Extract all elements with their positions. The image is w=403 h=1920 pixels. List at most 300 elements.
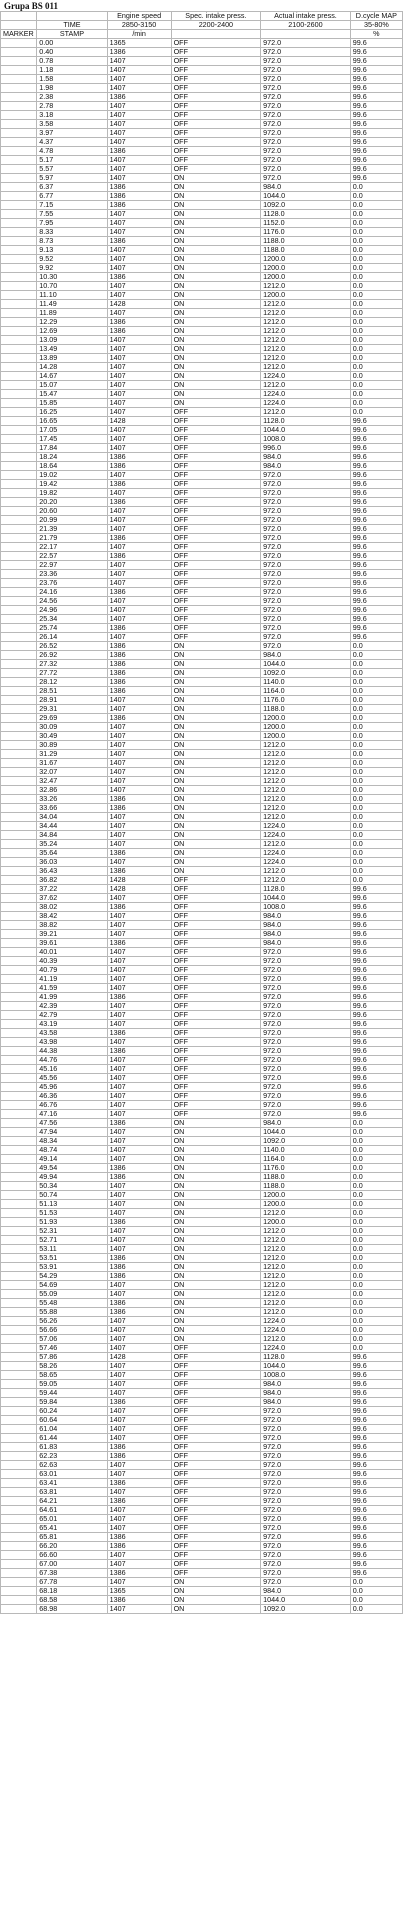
- table-row: [1, 192, 403, 201]
- table-row: [1, 651, 403, 660]
- time-stamp-cell: 64.21: [37, 1497, 107, 1506]
- time-stamp-cell: 60.64: [37, 1416, 107, 1425]
- dcycle-map-cell: 0.0: [350, 1200, 402, 1209]
- marker-cell: [1, 516, 37, 525]
- actual-intake-press-cell: 972.0: [261, 111, 351, 120]
- actual-intake-press-cell: 972.0: [261, 138, 351, 147]
- marker-cell: [1, 39, 37, 48]
- marker-cell: [1, 300, 37, 309]
- actual-intake-press-cell: 972.0: [261, 120, 351, 129]
- engine-speed-cell: 1407: [107, 723, 171, 732]
- engine-speed-cell: 1407: [107, 1470, 171, 1479]
- engine-speed-cell: 1407: [107, 957, 171, 966]
- spec-intake-press-cell: OFF: [171, 435, 261, 444]
- actual-intake-press-cell: 1212.0: [261, 1272, 351, 1281]
- dcycle-map-cell: 0.0: [350, 768, 402, 777]
- spec-intake-press-cell: OFF: [171, 480, 261, 489]
- spec-intake-press-cell: OFF: [171, 66, 261, 75]
- time-stamp-cell: 45.16: [37, 1065, 107, 1074]
- table-row: [1, 291, 403, 300]
- engine-speed-cell: 1386: [107, 201, 171, 210]
- dcycle-map-cell: 0.0: [350, 696, 402, 705]
- marker-cell: [1, 1173, 37, 1182]
- table-row: [1, 57, 403, 66]
- dcycle-map-cell: 99.6: [350, 1461, 402, 1470]
- time-stamp-cell: 34.44: [37, 822, 107, 831]
- engine-speed-cell: 1386: [107, 534, 171, 543]
- table-row: [1, 345, 403, 354]
- spec-intake-press-cell: OFF: [171, 1092, 261, 1101]
- spec-intake-press-cell: ON: [171, 219, 261, 228]
- dcycle-map-cell: 99.6: [350, 966, 402, 975]
- time-stamp-cell: 51.53: [37, 1209, 107, 1218]
- actual-intake-press-cell: 972.0: [261, 516, 351, 525]
- table-row: [1, 912, 403, 921]
- time-stamp-cell: 35.24: [37, 840, 107, 849]
- time-stamp-cell: 50.74: [37, 1191, 107, 1200]
- table-row: [1, 1263, 403, 1272]
- time-stamp-cell: 31.29: [37, 750, 107, 759]
- marker-cell: [1, 381, 37, 390]
- spec-intake-press-cell: ON: [171, 1299, 261, 1308]
- spec-intake-press-cell: OFF: [171, 138, 261, 147]
- marker-cell: [1, 210, 37, 219]
- dcycle-map-cell: 0.0: [350, 1308, 402, 1317]
- actual-intake-press-cell: 972.0: [261, 1542, 351, 1551]
- header-row-names: [1, 12, 403, 21]
- engine-speed-cell: 1386: [107, 687, 171, 696]
- time-stamp-cell: 30.49: [37, 732, 107, 741]
- time-stamp-cell: 56.66: [37, 1326, 107, 1335]
- marker-cell: [1, 48, 37, 57]
- marker-cell: [1, 1605, 37, 1614]
- engine-speed-cell: 1386: [107, 669, 171, 678]
- spec-intake-press-cell: OFF: [171, 1110, 261, 1119]
- spec-intake-press-cell: ON: [171, 1281, 261, 1290]
- spec-intake-press-cell: OFF: [171, 957, 261, 966]
- time-stamp-cell: 63.81: [37, 1488, 107, 1497]
- table-row: [1, 948, 403, 957]
- table-row: [1, 75, 403, 84]
- marker-cell: [1, 1074, 37, 1083]
- dcycle-map-cell: 99.6: [350, 84, 402, 93]
- engine-speed-cell: 1386: [107, 1164, 171, 1173]
- time-stamp-cell: 36.82: [37, 876, 107, 885]
- actual-intake-press-cell: 1044.0: [261, 1128, 351, 1137]
- actual-intake-press-cell: 1212.0: [261, 1254, 351, 1263]
- spec-intake-press-cell: ON: [171, 1272, 261, 1281]
- actual-intake-press-cell: 1200.0: [261, 714, 351, 723]
- engine-speed-cell: 1407: [107, 777, 171, 786]
- actual-intake-press-cell: 972.0: [261, 543, 351, 552]
- dcycle-map-cell: 99.6: [350, 480, 402, 489]
- actual-intake-press-cell: 1212.0: [261, 408, 351, 417]
- table-row: [1, 1389, 403, 1398]
- actual-intake-press-cell: 1212.0: [261, 795, 351, 804]
- table-row: [1, 66, 403, 75]
- marker-cell: [1, 948, 37, 957]
- dcycle-map-cell: 0.0: [350, 1218, 402, 1227]
- marker-cell: [1, 750, 37, 759]
- time-stamp-cell: 26.52: [37, 642, 107, 651]
- actual-intake-press-cell: 984.0: [261, 930, 351, 939]
- time-stamp-cell: 25.74: [37, 624, 107, 633]
- dcycle-map-cell: 99.6: [350, 156, 402, 165]
- actual-intake-press-cell: 972.0: [261, 156, 351, 165]
- dcycle-map-cell: 99.6: [350, 435, 402, 444]
- table-row: [1, 309, 403, 318]
- header-cell: 2850-3150: [107, 21, 171, 30]
- dcycle-map-cell: 99.6: [350, 1011, 402, 1020]
- table-row: [1, 102, 403, 111]
- table-row: [1, 1587, 403, 1596]
- actual-intake-press-cell: 972.0: [261, 498, 351, 507]
- time-stamp-cell: 49.54: [37, 1164, 107, 1173]
- actual-intake-press-cell: 1212.0: [261, 309, 351, 318]
- marker-cell: [1, 1389, 37, 1398]
- table-row: [1, 867, 403, 876]
- table-row: [1, 1110, 403, 1119]
- spec-intake-press-cell: OFF: [171, 156, 261, 165]
- marker-cell: [1, 93, 37, 102]
- engine-speed-cell: 1407: [107, 1416, 171, 1425]
- marker-cell: [1, 228, 37, 237]
- spec-intake-press-cell: ON: [171, 255, 261, 264]
- actual-intake-press-cell: 1212.0: [261, 300, 351, 309]
- time-stamp-cell: 0.40: [37, 48, 107, 57]
- table-row: [1, 363, 403, 372]
- actual-intake-press-cell: 972.0: [261, 570, 351, 579]
- marker-cell: [1, 687, 37, 696]
- engine-speed-cell: 1386: [107, 183, 171, 192]
- engine-speed-cell: 1386: [107, 1443, 171, 1452]
- actual-intake-press-cell: 1212.0: [261, 336, 351, 345]
- actual-intake-press-cell: 972.0: [261, 57, 351, 66]
- engine-speed-cell: 1407: [107, 921, 171, 930]
- time-stamp-cell: 32.07: [37, 768, 107, 777]
- marker-cell: [1, 462, 37, 471]
- spec-intake-press-cell: OFF: [171, 507, 261, 516]
- spec-intake-press-cell: OFF: [171, 75, 261, 84]
- dcycle-map-cell: 99.6: [350, 489, 402, 498]
- table-row: [1, 1308, 403, 1317]
- dcycle-map-cell: 99.6: [350, 516, 402, 525]
- spec-intake-press-cell: OFF: [171, 1560, 261, 1569]
- time-stamp-cell: 42.79: [37, 1011, 107, 1020]
- actual-intake-press-cell: 1212.0: [261, 759, 351, 768]
- time-stamp-cell: 47.16: [37, 1110, 107, 1119]
- marker-cell: [1, 795, 37, 804]
- table-row: [1, 498, 403, 507]
- engine-speed-cell: 1407: [107, 1506, 171, 1515]
- time-stamp-cell: 49.94: [37, 1173, 107, 1182]
- time-stamp-cell: 30.89: [37, 741, 107, 750]
- marker-cell: [1, 1506, 37, 1515]
- dcycle-map-cell: 99.6: [350, 165, 402, 174]
- engine-speed-cell: 1407: [107, 1101, 171, 1110]
- engine-speed-cell: 1386: [107, 1596, 171, 1605]
- marker-cell: [1, 1335, 37, 1344]
- time-stamp-cell: 51.13: [37, 1200, 107, 1209]
- engine-speed-cell: 1407: [107, 264, 171, 273]
- table-row: [1, 597, 403, 606]
- time-stamp-cell: 28.12: [37, 678, 107, 687]
- spec-intake-press-cell: ON: [171, 300, 261, 309]
- spec-intake-press-cell: OFF: [171, 165, 261, 174]
- spec-intake-press-cell: OFF: [171, 552, 261, 561]
- time-stamp-cell: 66.60: [37, 1551, 107, 1560]
- spec-intake-press-cell: OFF: [171, 1488, 261, 1497]
- table-row: [1, 750, 403, 759]
- table-row: [1, 1335, 403, 1344]
- time-stamp-cell: 23.36: [37, 570, 107, 579]
- time-stamp-cell: 35.64: [37, 849, 107, 858]
- time-stamp-cell: 63.01: [37, 1470, 107, 1479]
- marker-cell: [1, 885, 37, 894]
- engine-speed-cell: 1407: [107, 1317, 171, 1326]
- actual-intake-press-cell: 972.0: [261, 1083, 351, 1092]
- dcycle-map-cell: 99.6: [350, 984, 402, 993]
- engine-speed-cell: 1407: [107, 1461, 171, 1470]
- spec-intake-press-cell: OFF: [171, 444, 261, 453]
- marker-cell: [1, 129, 37, 138]
- actual-intake-press-cell: 972.0: [261, 1425, 351, 1434]
- time-stamp-cell: 27.32: [37, 660, 107, 669]
- actual-intake-press-cell: 1176.0: [261, 696, 351, 705]
- spec-intake-press-cell: ON: [171, 192, 261, 201]
- spec-intake-press-cell: ON: [171, 660, 261, 669]
- engine-speed-cell: 1407: [107, 210, 171, 219]
- engine-speed-cell: 1386: [107, 1308, 171, 1317]
- marker-cell: [1, 417, 37, 426]
- time-stamp-cell: 45.96: [37, 1083, 107, 1092]
- marker-cell: [1, 156, 37, 165]
- spec-intake-press-cell: ON: [171, 813, 261, 822]
- actual-intake-press-cell: 972.0: [261, 39, 351, 48]
- table-row: [1, 678, 403, 687]
- table-row: [1, 696, 403, 705]
- table-row: [1, 894, 403, 903]
- actual-intake-press-cell: 972.0: [261, 1569, 351, 1578]
- dcycle-map-cell: 0.0: [350, 408, 402, 417]
- actual-intake-press-cell: 1176.0: [261, 1164, 351, 1173]
- actual-intake-press-cell: 972.0: [261, 1488, 351, 1497]
- time-stamp-cell: 33.66: [37, 804, 107, 813]
- engine-speed-cell: 1407: [107, 57, 171, 66]
- dcycle-map-cell: 99.6: [350, 921, 402, 930]
- table-row: [1, 1137, 403, 1146]
- marker-cell: [1, 561, 37, 570]
- spec-intake-press-cell: ON: [171, 696, 261, 705]
- spec-intake-press-cell: OFF: [171, 471, 261, 480]
- engine-speed-cell: 1407: [107, 966, 171, 975]
- dcycle-map-cell: 0.0: [350, 399, 402, 408]
- engine-speed-cell: 1386: [107, 1254, 171, 1263]
- time-stamp-cell: 19.42: [37, 480, 107, 489]
- engine-speed-cell: 1386: [107, 462, 171, 471]
- spec-intake-press-cell: ON: [171, 318, 261, 327]
- spec-intake-press-cell: ON: [171, 786, 261, 795]
- time-stamp-cell: 7.95: [37, 219, 107, 228]
- actual-intake-press-cell: 972.0: [261, 1074, 351, 1083]
- table-row: [1, 876, 403, 885]
- time-stamp-cell: 62.63: [37, 1461, 107, 1470]
- time-stamp-cell: 7.15: [37, 201, 107, 210]
- engine-speed-cell: 1386: [107, 480, 171, 489]
- spec-intake-press-cell: ON: [171, 1290, 261, 1299]
- table-row: [1, 1416, 403, 1425]
- time-stamp-cell: 67.38: [37, 1569, 107, 1578]
- marker-cell: [1, 1164, 37, 1173]
- time-stamp-cell: 20.99: [37, 516, 107, 525]
- spec-intake-press-cell: ON: [171, 363, 261, 372]
- spec-intake-press-cell: OFF: [171, 894, 261, 903]
- engine-speed-cell: 1407: [107, 1038, 171, 1047]
- engine-speed-cell: 1407: [107, 165, 171, 174]
- actual-intake-press-cell: 1164.0: [261, 1155, 351, 1164]
- marker-cell: [1, 1065, 37, 1074]
- header-cell: [1, 21, 37, 30]
- actual-intake-press-cell: 972.0: [261, 1515, 351, 1524]
- table-row: [1, 1398, 403, 1407]
- table-row: [1, 1488, 403, 1497]
- marker-cell: [1, 1254, 37, 1263]
- time-stamp-cell: 32.86: [37, 786, 107, 795]
- spec-intake-press-cell: OFF: [171, 588, 261, 597]
- engine-speed-cell: 1407: [107, 984, 171, 993]
- actual-intake-press-cell: 1188.0: [261, 246, 351, 255]
- marker-cell: [1, 1290, 37, 1299]
- actual-intake-press-cell: 972.0: [261, 633, 351, 642]
- table-row: [1, 831, 403, 840]
- dcycle-map-cell: 99.6: [350, 543, 402, 552]
- time-stamp-cell: 11.89: [37, 309, 107, 318]
- dcycle-map-cell: 0.0: [350, 354, 402, 363]
- dcycle-map-cell: 0.0: [350, 651, 402, 660]
- dcycle-map-cell: 99.6: [350, 579, 402, 588]
- dcycle-map-cell: 99.6: [350, 912, 402, 921]
- dcycle-map-cell: 99.6: [350, 894, 402, 903]
- time-stamp-cell: 51.93: [37, 1218, 107, 1227]
- header-cell: 35-80%: [350, 21, 402, 30]
- marker-cell: [1, 732, 37, 741]
- time-stamp-cell: 58.65: [37, 1371, 107, 1380]
- marker-cell: [1, 1101, 37, 1110]
- spec-intake-press-cell: OFF: [171, 1425, 261, 1434]
- actual-intake-press-cell: 972.0: [261, 1497, 351, 1506]
- spec-intake-press-cell: ON: [171, 1317, 261, 1326]
- dcycle-map-cell: 0.0: [350, 1317, 402, 1326]
- actual-intake-press-cell: 1200.0: [261, 723, 351, 732]
- marker-cell: [1, 1002, 37, 1011]
- marker-cell: [1, 273, 37, 282]
- table-row: [1, 1101, 403, 1110]
- dcycle-map-cell: 99.6: [350, 471, 402, 480]
- engine-speed-cell: 1407: [107, 1227, 171, 1236]
- marker-cell: [1, 1596, 37, 1605]
- marker-cell: [1, 165, 37, 174]
- dcycle-map-cell: 0.0: [350, 228, 402, 237]
- engine-speed-cell: 1407: [107, 84, 171, 93]
- time-stamp-cell: 9.92: [37, 264, 107, 273]
- spec-intake-press-cell: ON: [171, 750, 261, 759]
- dcycle-map-cell: 99.6: [350, 948, 402, 957]
- spec-intake-press-cell: ON: [171, 849, 261, 858]
- time-stamp-cell: 39.21: [37, 930, 107, 939]
- marker-cell: [1, 1281, 37, 1290]
- table-row: [1, 840, 403, 849]
- marker-cell: [1, 1056, 37, 1065]
- table-row: [1, 1155, 403, 1164]
- spec-intake-press-cell: OFF: [171, 48, 261, 57]
- spec-intake-press-cell: ON: [171, 1236, 261, 1245]
- engine-speed-cell: 1407: [107, 507, 171, 516]
- actual-intake-press-cell: 1176.0: [261, 228, 351, 237]
- engine-speed-cell: 1407: [107, 1110, 171, 1119]
- time-stamp-cell: 38.42: [37, 912, 107, 921]
- time-stamp-cell: 19.02: [37, 471, 107, 480]
- table-row: [1, 1569, 403, 1578]
- marker-cell: [1, 669, 37, 678]
- spec-intake-press-cell: OFF: [171, 1371, 261, 1380]
- engine-speed-cell: 1407: [107, 822, 171, 831]
- marker-cell: [1, 201, 37, 210]
- dcycle-map-cell: 0.0: [350, 1245, 402, 1254]
- table-row: [1, 975, 403, 984]
- engine-speed-cell: 1407: [107, 1605, 171, 1614]
- table-row: [1, 210, 403, 219]
- time-stamp-cell: 3.97: [37, 129, 107, 138]
- dcycle-map-cell: 0.0: [350, 1272, 402, 1281]
- table-row: [1, 1119, 403, 1128]
- actual-intake-press-cell: 972.0: [261, 525, 351, 534]
- actual-intake-press-cell: 972.0: [261, 957, 351, 966]
- time-stamp-cell: 16.65: [37, 417, 107, 426]
- spec-intake-press-cell: ON: [171, 723, 261, 732]
- dcycle-map-cell: 99.6: [350, 525, 402, 534]
- time-stamp-cell: 62.23: [37, 1452, 107, 1461]
- spec-intake-press-cell: OFF: [171, 39, 261, 48]
- dcycle-map-cell: 0.0: [350, 741, 402, 750]
- table-row: [1, 147, 403, 156]
- engine-speed-cell: 1407: [107, 696, 171, 705]
- actual-intake-press-cell: 1212.0: [261, 363, 351, 372]
- actual-intake-press-cell: 972.0: [261, 1038, 351, 1047]
- dcycle-map-cell: 0.0: [350, 183, 402, 192]
- time-stamp-cell: 8.33: [37, 228, 107, 237]
- marker-cell: [1, 894, 37, 903]
- spec-intake-press-cell: ON: [171, 1173, 261, 1182]
- engine-speed-cell: 1407: [107, 120, 171, 129]
- dcycle-map-cell: 0.0: [350, 1326, 402, 1335]
- dcycle-map-cell: 99.6: [350, 417, 402, 426]
- dcycle-map-cell: 99.6: [350, 534, 402, 543]
- spec-intake-press-cell: OFF: [171, 930, 261, 939]
- marker-cell: [1, 1461, 37, 1470]
- time-stamp-cell: 21.39: [37, 525, 107, 534]
- spec-intake-press-cell: OFF: [171, 948, 261, 957]
- dcycle-map-cell: 0.0: [350, 1173, 402, 1182]
- dcycle-map-cell: 0.0: [350, 750, 402, 759]
- spec-intake-press-cell: ON: [171, 291, 261, 300]
- actual-intake-press-cell: 972.0: [261, 1479, 351, 1488]
- marker-cell: [1, 534, 37, 543]
- engine-speed-cell: 1407: [107, 309, 171, 318]
- actual-intake-press-cell: 972.0: [261, 1551, 351, 1560]
- spec-intake-press-cell: OFF: [171, 597, 261, 606]
- engine-speed-cell: 1386: [107, 1029, 171, 1038]
- time-stamp-cell: 10.30: [37, 273, 107, 282]
